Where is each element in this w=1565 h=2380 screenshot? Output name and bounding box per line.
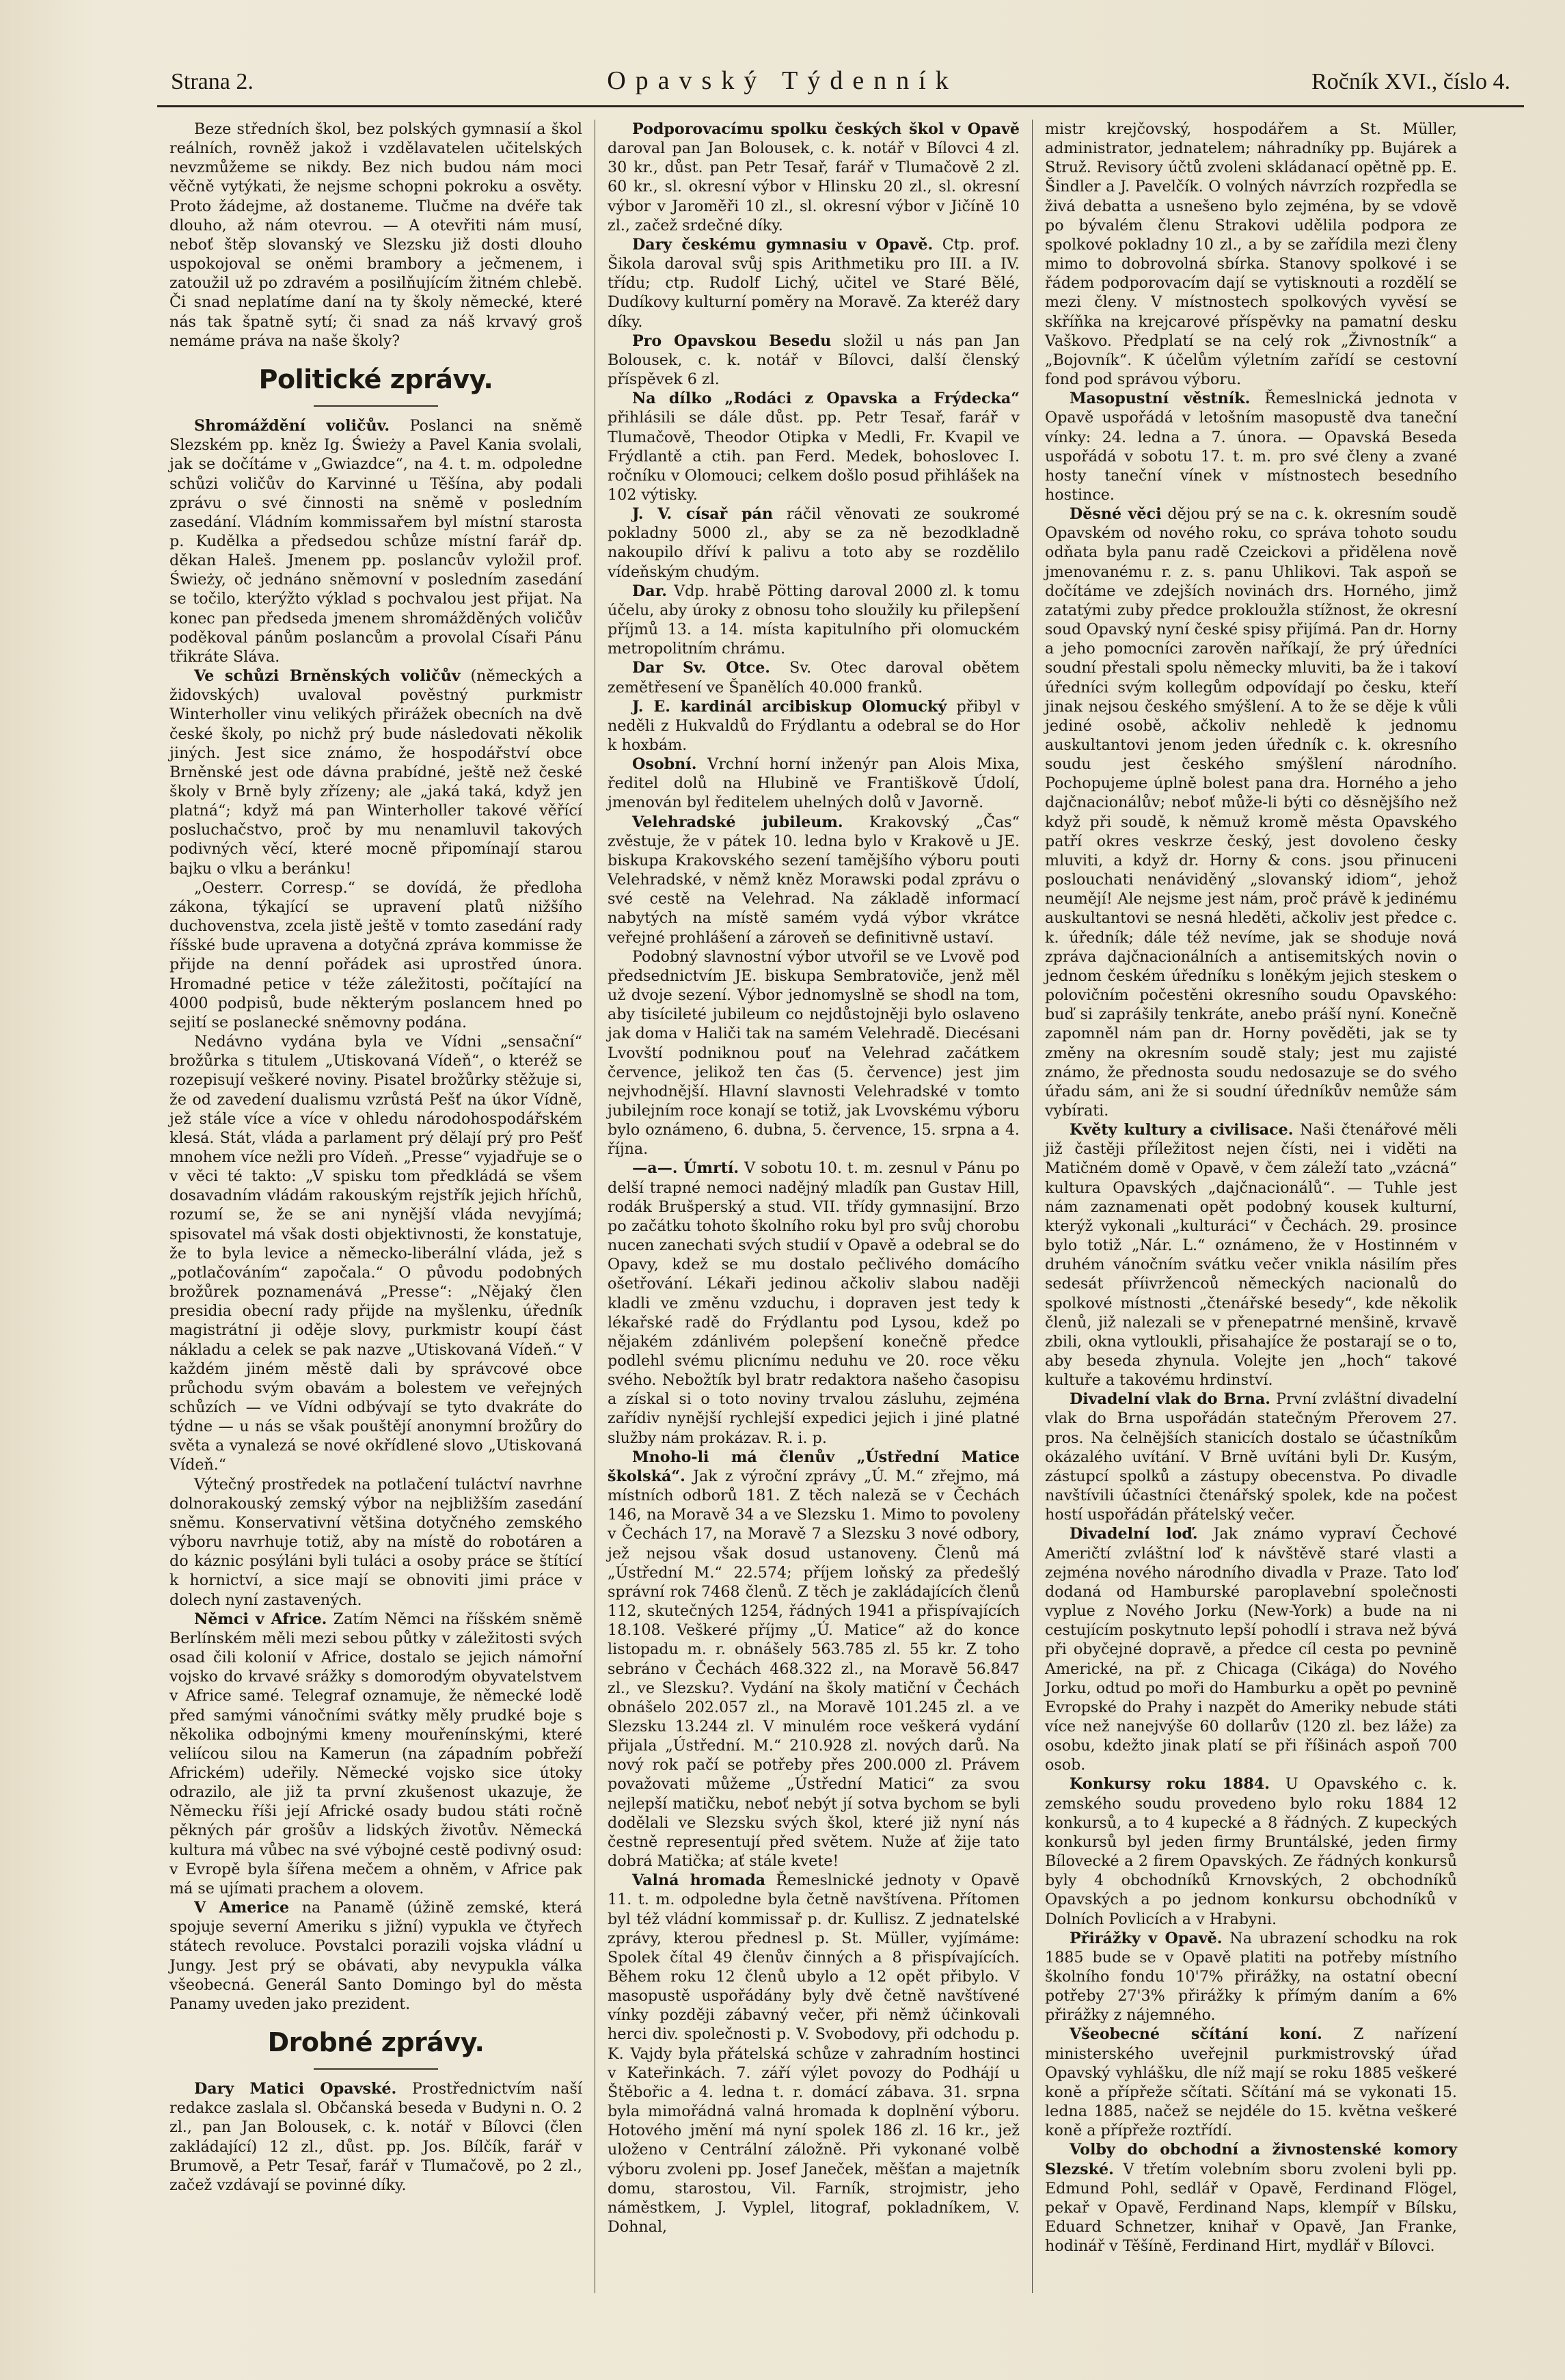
article-paragraph [608,120,1020,235]
article-lead: Dary Matici Opavské. [194,2080,397,2098]
article-text: „Oesterr. Corresp.“ se dovídá, že předloha zákona, týkající se upravení platů nižšího duchovenstva, zcela jistě ještě v tomto zasedání rady říšské bude upravena a dotyčná zpráva kommisse že přijde na denní pořádek asi uprostřed února. Hromadné petice v téže záležitosti, počítající na 4000 podpisů, bude některým poslancem hned po sejití se poslanecké sněmovny podána. [169,878,582,1031]
article-paragraph [608,235,1020,332]
article-lead: Dary českému gymnasiu v Opavě. [632,235,934,254]
article-lead: J. E. kardinál arcibiskup Olomucký [632,697,947,716]
article-paragraph [169,2079,582,2195]
article-lead: Volby do obchodní a živnostenské komory Slezské. [1045,2141,1457,2178]
article-text: mistr krejčovský, hospodářem a St. Müller, administrator, jednatelem; náhradníky pp. Bujárek a Struž. Revisory účtů zvoleni skládanací opětně pp. E. Šindler a J. Pavelčík. O volných návrzích rozpředla se živá debatta a usnešeno bylo zejména, by se vdově po bývalém členu Strakovi udělila podpora ze spolkové pokladny 10 zl., a by se zařídila mezi členy mimo to dobrovolná sbírka. Stanovy spolkové i se řádem podporovacím dají se vytisknouti a rozdělí se mezi členy. V místnostech spolkových vyvěsí se skříňka na krejcarové příspěvky na pamatní desku Vaškovo. Předplatí se na celý rok „Živnostník“ a „Bojovník“. K účelům výletním zařídí se cestovní fond pod správou výboru. [1045,120,1457,389]
article-lead: Přirážky v Opavě. [1070,1929,1223,1947]
article-paragraph [169,666,582,878]
article-text: ráčil věnovati ze soukromé pokladny 5000 zl., aby se za ně bezodkladně nakoupilo dříví k palivu a toto aby se rozdělilo vídeňským chudým. [608,505,1020,581]
article-lead: Osobní. [632,755,697,774]
article-text: dějou prý se na c. k. okresním soudě Opavském od nového roku, co správa tohoto soudu odňata byla panu radě Czeickovi a přidělena nově jmenovanému r. z. s. panu Uhlikovi. Tak aspoň se dočítáme ve zdejších novinách drs. Horného, jimž zatatými zuby předce prokloužla stížnost, že okresní soud Opavský nyní české spisy přijímá. Pan dr. Horny a jeho pomocníci zarověn naříkají, že prý úředníci soudní přestali spolu německy mluviti, ba že i takoví úředníci svým kollegům odpovídají po česku, kteří jinak nejsou českého smýšlení. A to že se děje k vůli jediné osobě, ačkoliv nehledě k jednomu auskultantovi jenom jeden úředník c. k. okresního soudu jest českého smýšlení národního. Pochopujeme úplně bolest pana dra. Horného a jeho dajčnacionálův; neboť může-li býti co děsnějšího než když při soudě, k němuž kromě města Opavského patří okres veskrze český, jest dovoleno česky mluviti, a když dr. Horny & cons. jsou přinuceni poslouchati nenáviděný „slovanský idiom“, jehož neumějí! Ale nejsme jest nám, proč právě k jedinému auskultantovi se nesná hleděti, ačkoliv jest předce c. k. úředník; dále též nevíme, jak se shoduje nová zpráva dajčnacionálních a antisemitských novin o jednom českém úředníku s loněkým jejich steskem o polovičním počestěni okresního soudu Opavského: buď si zaprášily tenkráte, anebo práší nyní. Konečně zapomněl nám pan dr. Horny pověděti, jak se ty změny na okresním soudě staly; jest mu zajisté známo, že přednosta soudu nedosazuje se do svého úřadu sám, ani že si soudní úředníkův nemůže sám vybírati. [1045,505,1457,1120]
article-paragraph [1045,120,1457,389]
article-lead: V Americe [194,1899,290,1917]
article-paragraph [169,878,582,1032]
article-paragraph [608,1159,1020,1447]
article-paragraph [169,1610,582,1898]
article-lead: Dar. [632,582,667,600]
article-lead: Ve schůzi Brněnských voličův [194,667,461,686]
article-text: Poslanci na sněmě Slezském pp. kněz Ig. Świeży a Pavel Kania svolali, jak se dočítáme v „Gwiazdce“, na 4. t. m. odpoledne schůzi voličův do Karvinné u Těšína, aby podali zprávu o své činnosti na sněmě v posledním zasedání. Vládním kommissařem byl místní starosta p. Kudělka a předsedou schůze místní farář dp. děkan Haleš. Jmenem pp. poslancův vyložil prof. Świeży, oč jednáno sněmovní v posledním zasedání se točilo, kterýžto výklad s pochvalou jest přijat. Na konec pan předseda jmenem shromážděných voličův poděkoval pánům poslancům a provolal Císaři Pánu třikráte Sláva. [169,417,582,666]
article-text: U Opavského c. k. zemského soudu provedeno bylo roku 1884 12 konkursů, a to 4 kupecké a 8 řádných. Z kupeckých konkursů byl jeden firmy Bruntálské, jeden firmy Bílovecké a 2 firem Opavských. Ze řádných konkursů byly 4 obchodníků Krnovských, 2 obchodníků Opavských a po jednom konkursu obchodníků v Dolních Povlicích a v Hrabyni. [1045,1775,1457,1928]
article-text: Beze středních škol, bez polských gymnasií a škol reálních, rovněž jakož i vzdělavatelen učitelských nevzmůžeme se nikdy. Bez nich budou nám moci věčně vytýkati, že nejsme schopni pokroku a osvěty. Proto žádejme, až dostaneme. Tlučme na dvéře tak dlouho, až nám otevrou. — A otevřiti nám musí, neboť štěp slovanský ve Slezsku již dosti dlouho uspokojoval se oněmi brambory a ječmenem, i zatoužil už po zdravém a posilňujícím žitném chlebě. Či snad neplatíme daní na ty školy německé, které nás tak špatně sytí; či snad za náš krvavý groš nemáme práva na naše školy? [169,120,582,350]
article-text: Podobný slavnostní výbor utvořil se ve Lvově pod předsednictvím JE. biskupa Sembratoviče, jenž měl už dvoje sezení. Výbor jednomyslně se shodl na tom, aby tisícileté jubileum co nejdůstojněji bylo oslaveno jak doma v Haliči tak na samém Velehradě. Diecésani Lvovští podniknou pouť na Velehrad začátkem července, jelikož ten čas (5. července) jest jim nejvhodnější. Hlavní slavnosti Velehradské v tomto jubilejním roce konají se totiž, jak Lvovskému výboru bylo oznámeno, 6. dubna, 5. července, 15. srpna a 4. října. [608,947,1020,1159]
article-paragraph [608,332,1020,389]
heading-rule [314,405,437,407]
article-paragraph [608,504,1020,582]
article-lead: Děsné věci [1070,505,1162,524]
article-text: Na ubrazení schodku na rok 1885 bude se v Opavě platiti na potřeby místního školního fondu 10'7% přirážky, na ostatní obecní potřeby 27'3% přirážky k přímým daním a 6% přirážky z nájemného. [1045,1929,1457,2025]
article-paragraph [608,658,1020,697]
article-lead: Podporovacímu spolku českých škol v Opavě [632,120,1020,138]
article-text: V sobotu 10. t. m. zesnul v Pánu po delší trapné nemoci nadějný mladík pan Gustav Hill, rodák Brušperský a stud. VII. třídy gymnasijní. Brzo po začátku tohoto školního roku byl pro svůj chorobu nucen zanechati svých studií v Opavě a odebral se do Opavy, kdež se mu dostalo pečlivého domácího ošetřování. Lékaři jedinou ačkoliv slabou naději kladli ve změnu vzduchu, i dopraven jest tedy k lékařské radě do Frýdlantu pod Lysou, kdež po nějakém zdánlivém polepšení konečně předce podlehl svému plicnímu neduhu ve 20. roce věku svého. Nebožtík byl bratr redaktora našeho časopisu a získal si o toto noviny trvalou zásluhu, zejména zařídiv nynější rychlejší expedici jejich i jiné platné služby nám prokázav. R. i. p. [608,1159,1020,1447]
heading-rule [314,2068,437,2070]
article-paragraph [169,1898,582,2014]
article-text: Jak známo vypraví Čechové Američtí zvláštní loď k návštěvě staré vlasti a zejména nového národního divadla v Praze. Tato loď dodaná od Hamburské paroplavební společnosti vyplue z Nového Jorku (New-York) a bude na ni cestujícím poskytnuto lepší pohodlí i strava než bývá při obyčejné dopravě, a předce cíl cesta po pevnině Americké, na př. z Chicaga (Cikága) do Nového Jorku, odtud po moři do Hamburku a opět po pevnině Evropské do Prahy i nazpět do Ameriky nebude státi více než nanejvýše 60 dollarův (120 zl. bez láže) za osobu, kdežto jinak platí se při říšinách aspoň 700 osob. [1045,1525,1458,1774]
article-lead: Valná hromada [632,1871,766,1890]
article-paragraph [608,697,1020,755]
column-left [157,120,595,2293]
article-paragraph [1045,1390,1457,1524]
article-text: složil u nás pan Jan Bolousek, c. k. notář v Bílovci, další členský příspěvek 6 zl. [608,332,1020,389]
article-lead: Němci v Africe. [194,1610,327,1628]
article-text: Nedávno vydána byla ve Vídni „sensační“ brožůrka s titulem „Utiskovaná Vídeň“, o kteréž se rozepisují veškeré noviny. Pisatel brožůrky stěžuje si, že od zavedení dualismu vzrůstá Pešť na úkor Vídně, jež stále více a více v ohledu národohospodářském klesá. Stát, vláda a parlament prý dělají prý pro Pešť mnohem více nežli pro Vídeň. „Presse“ vyjadřuje se o v věci té takto: „V spisku tom předkládá se všem dosavadním vládám rakouským rejstřík jejich hříchů, rozumí se, že se ani nynější vláda nevyjímá; spisovatel má však dosti objektivnosti, že konstatuje, že to byla levice a německo-liberální vláda, jež s „potlačováním“ započala.“ O původu podobných brožůrek poznamenává „Presse“: „Nějaký člen presidia obecní rady přijde na myšlenku, úředník magistrátní ji odějе slovy, purkmistr koupí část nákladu a celek se pak nazve „Utiskovaná Vídeň.“ V každém jiném městě dali by správcové obce průchodu svým obavám a bolestem ve veřejných schůzích — ve Vídni odbývají se tyto dvakráte do týdne — u nás se však pouštějí anonymní brožůry do světa a vynalezá se nové okřídlené slovo „Utiskovaná Vídeň.“ [169,1033,582,1474]
article-paragraph [608,582,1020,659]
article-lead: Květy kultury a civilisace. [1070,1121,1294,1139]
article-paragraph [1045,504,1457,1120]
article-lead: Pro Opavskou Besedu [632,332,832,350]
article-lead: Konkursy roku 1884. [1070,1775,1270,1794]
article-lead: Velehradské jubileum. [632,813,843,831]
article-paragraph [1045,2140,1457,2256]
article-text: V třetím volebním sboru zvoleni byli pp. Edmund Pohl, sedlář v Opavě, Ferdinand Flögel, pekař v Opavě, Ferdinand Naps, klempíř v Bílsku, Eduard Schnetzer, knihař v Opavě, Jan Franke, hodinář v Těšíně, Ferdinand Hirt, mydlář v Bílovci. [1045,2160,1457,2256]
article-text: Zatím Němci na říšském sněmě Berlínském měli mezi sebou půtky v záležitosti svých osad čili kolonií v Africe, dostalo se jejich námořní vojsko do krvavé srážky s domorodým obyvatelstvem v Africe samé. Telegraf oznamuje, že německé lodě před samými vánočními svátky měly prudké boje s několika odbojnými kmeny mouřenínskými, které veliícou silou na Kamerun (na západním pobřeží Africkém) udeřily. Německé vojsko sice útoky odrazilo, ale již ta první zkušenost ukazuje, že Německu říši její Africké osady budou státi ročně pěkných pár grošův a lidských životův. Německá kultura má vůbec na své výbojné cestě podivný osud: v Evropě byla šířena mečem a ohněm, v Africe pak má se ujímati prachem a olovem. [169,1610,582,1897]
article-lead: Na dílko „Rodáci z Opavska a Frýdecka“ [632,390,1020,408]
page-header [157,66,1524,107]
article-text: Jak z výroční zprávy „Ú. M.“ zřejmo, má místních odborů 181. Z těch naleză se v Čechách 146, na Moravě 34 a ve Slezsku 1. Mimo to povoleny v Čechách 17, na Moravě 7 a Slezsku 3 nové odbory, jež nejsou však dosud ustanoveny. Členů má „Ústřední M.“ 22.574; příjem loňský za předešlý správní rok 7468 členů. Z těch je zakládajících členů 112, skutečných 1254, řádných 1941 a přispívajících 18.108. Veškeré příjmy „Ú. Matice“ až do konce listopadu m. r. obnášely 563.785 zl. 55 kr. Z toho sebráno v Čechách 468.322 zl., na Moravě 56.847 zl., ve Slezsku?. Vydání na školy matiční v Čechách obnášelo 202.057 zl., na Moravě 101.245 zl. a ve Slezsku 13.244 zl. V minulém roce veškerá vydání přijala „Ústřední. M.“ 210.928 zl. nových darů. Na nový rok pačí se potřeby přes 200.000 zl. Právem považovati můžeme „Ústřední Matici“ za svou nejlepší matičku, neboť nebýt jí sotva bychom se byli dodělali ve Slezsku svých škol, které již nyní nás čestně representují před světem. Nuže ať žije tato dobrá Matička; ať stále kvete! [608,1467,1020,1871]
article-paragraph [169,120,582,351]
section-heading: Politické zprávy. [258,364,493,394]
article-lead: Mnoho-li má členův „Ústřední Matice školská“. [608,1448,1020,1485]
column-right [1032,120,1469,2293]
article-paragraph [1045,1524,1457,1774]
article-paragraph [1045,1774,1457,1928]
article-text: Sv. Otec daroval obětem zemětřesení ve Španělích 40.000 franků. [608,659,1020,697]
article-lead: Masopustní věstník. [1070,390,1251,408]
article-text: Vrchní horní inženýr pan Alois Mixa, ředitel dolů na Hlubině ve Františkově Údolí, jmenován byl ředitelem uhelných dolů v Javorně. [608,755,1020,812]
section-heading: Drobné zprávy. [267,2027,485,2057]
article-text: přihlásili se dále důst. pp. Petr Tesař, farář v Tlumačově, Theodor Otipka v Medli, Fr. Kvapil ve Frýdlantě a ctih. pan Ferd. Medek, bohoslovec I. ročníku v Olomouci; celkem došlo posud přihlášek na 102 výtisky. [608,409,1020,504]
article-text: Prostřednictvím naší redakce zaslala sl. Občanská beseda v Budyni n. O. 2 zl., pan Jan Bolousek, c. k. notář v Bílovci (člen zakládající) 12 zl., důst. pp. Jos. Bílčík, farář v Brumově, a Petr Tesař, farář v Tlumačově, po 2 zl., začež vzdávají se povinné díky. [169,2080,582,2194]
article-lead: Shromáždění voličův. [194,417,390,435]
article-paragraph [608,755,1020,812]
page-number: Strana 2. [171,69,254,94]
article-text: Řemeslnická jednota v Opavě uspořádá v letošním masopustě dva taneční vínky: 24. ledna a 7. února. — Opavská Beseda uspořádá v sobotu 17. t. m. pro své členy a zvané hosty taneční vínek v místnostech besedního hostince. [1045,390,1457,504]
article-text: daroval pan Jan Bolousek, c. k. notář v Bílovci 4 zl. 30 kr., důst. pan Petr Tesař, farář v Tlumačově 2 zl. 60 kr., sl. okresní výbor v Hlinsku 20 zl., sl. okresní výbor v Jaroměři 10 zl., sl. okresní výbor v Jičíně 10 zl., začež srdečné díky. [608,139,1020,234]
article-lead: J. V. císař pán [632,505,774,524]
article-text: přibyl v neděli z Hukvaldů do Frýdlantu a odebral se do Hor k hoxbám. [608,697,1020,754]
article-text: Ctp. prof. Šikola daroval svůj spis Arithmetiku pro III. a IV. třídu; ctp. Rudolf Lichý, učitel ve Staré Bělé, Dudíkovy kulturní poměry na Moravě. Za kteréž dary díky. [608,235,1020,331]
article-paragraph [169,416,582,666]
article-text: Řemeslnické jednoty v Opavě 11. t. m. odpoledne byla četně navštívena. Přítomen byl též vládní kommissař p. dr. Kullisz. Z jednatelské zprávy, kterou přednesl p. St. Müller, vyjímáme: Spolek čítal 49 členův činných a 8 přispívajících. Během roku 12 členů ubylo a 12 opět přibylo. V masopustě uspořádány byly dvě četně navštívené vínky později zábavný večer, při němž účinkovali herci div. společnosti p. V. Svobodovy, při odchodu p. K. Vajdy byla přátelská schůze v zahradním hostinci v Kateřinkách. 7. září výlet povozy do Podhájí u Štěbořic a 4. ledna t. r. domácí zábava. 31. srpna byla mimořádná valná hromada k doplnění výboru. Hotového jmění má nyní spolek 186 zl. 16 kr., jež uloženo v Centrální záložně. Při vykonané volbě výboru zvoleni pp. Josef Janeček, měšťan a majetník domu, starostou, Vil. Farník, strojmistr, jeho náměstkem, J. Vyplel, litograf, pokladníkem, V. Dohnal, [608,1871,1020,2236]
article-text: Výtečný prostředek na potlačení tuláctví navrhne dolnorakouský zemský výbor na nejbližším zasedání sněmu. Konservativní většina dotyčného zemského výboru navrhuje totiž, aby na místě do robotáren a do káznic posýláni byli tuláci a osoby práce se štítící k hornictví, a sice mají se obnoviti jimi práce v dolech nyní zastavených. [169,1475,582,1609]
article-text: Vdp. hrabě Pötting daroval 2000 zl. k tomu účelu, aby úroky z obnosu toho sloužily ku přilepšení příjmů 13. a 14. místa kapitulního při olomuckém metropolitním chrámu. [608,582,1020,658]
article-paragraph [1045,1929,1457,2025]
column-middle [595,120,1032,2293]
article-lead: Divadelní vlak do Brna. [1070,1390,1271,1409]
article-paragraph [1045,2025,1457,2140]
article-paragraph [1045,1120,1457,1390]
article-paragraph [169,1475,582,1610]
article-lead: Dar Sv. Otce. [632,659,771,677]
article-paragraph [1045,389,1457,504]
article-paragraph [608,389,1020,504]
article-text: na Panamě (úžině zemské, která spojuje severní Ameriku s jižní) vypukla ve čtyřech státech revoluce. Povstalci porazili vojska vládní u Jungy. Jest prý se obávati, aby nevypukla válka všeobecná. Generál Santo Domingo byl do města Panamy uveden jako prezident. [169,1899,582,2013]
article-paragraph [169,1032,582,1475]
article-text: Krakovský „Čas“ zvěstuje, že v pátek 10. ledna bylo v Krakově u JE. biskupa Krakovského sezení tamějšího výboru pouti Velehradské, v němž kněz Morawski podal zprávu o své cestě na Velehrad. Na základě informací nabytých na místě samém vydá výbor vkrátce veřejné prohlášení a zároveň se definitivně ustaví. [608,813,1020,947]
article-lead: —a—. Úmrtí. [632,1159,739,1178]
newspaper-title: Opavský Týdenník [607,66,958,95]
issue-info: Ročník XVI., číslo 4. [1311,69,1510,94]
article-paragraph [608,947,1020,1159]
article-text: (německých a židovských) uvaloval pověstný purkmistr Winterholler vinu velikých přirážek obecních na dvě české školy, po nichž prý bude následovati několik jiných. Jest sice známo, že hospodářství obce Brněnské jest ode dávna prabídné, ještě než české školy v Brně byly zřízeny; ale „jaká taká, když jen platná“; když má pan Winterholler takové věřící posluchačstvo, proč by mu nenamluvil takových podivných věcí, které mocně připomínají starou bajku o vlku a beránku! [169,667,583,878]
article-text: Naši čtenářové měli již častěji příležitost nejen čísti, nei i viděti na Matičném domě v Opavě, v čem záleží tato „vzácná“ kultura Opavských „dajčnacionálů“. — Tuhle jest nám zaznamenati opět podobný kousek kulturní, kterýž vykonali „kulturáci“ v Čechách. 29. prosince bylo totiž „Nár. L.“ oznámeno, že v Hostinném v druhém vánočním svátku večer vnikla násilím přes sedesát příivržencoů německých nacionalů do spolkové místnosti „čtenářské besedy“, kde několik členů, již nalezali se v přenepatrné menšině, krvavě zbili, okna vytloukli, přisahajíce že postarají se o to, aby beseda zhynula. Volejte jen „hoch“ takové kultuře a takovému hrdinství. [1045,1121,1458,1390]
article-lead: Všeobecné sčítání koní. [1070,2025,1322,2044]
article-text: První zvláštní divadelní vlak do Brna uspořádán statečným Přerovem 27. pros. Na čelnějších stanicích dostalo se účastníkům okázalého uvítání. V Brně uvítáni byli Dr. Kusým, zástupcí spolků a zástupy obecenstva. Po divadle navštívili účastníci čtenářský spolek, kde na počest hostí uspořádán přátelský večer. [1045,1390,1457,1524]
article-paragraph [608,1448,1020,1871]
article-text: Z nařízení ministerského uveřejnil purkmistrovský úřad Opavský vyhlášku, dle níž mají se roku 1885 veškeré koně a přípřeže sčítati. Sčítání má se vykonati 15. ledna 1885, načež se nejdéle do 15. května veškeré koně a přípřeže roztřídí. [1045,2025,1458,2140]
article-paragraph [608,1871,1020,2236]
article-lead: Divadelní loď. [1070,1525,1198,1543]
article-paragraph [608,813,1020,947]
columns [157,120,1524,2293]
